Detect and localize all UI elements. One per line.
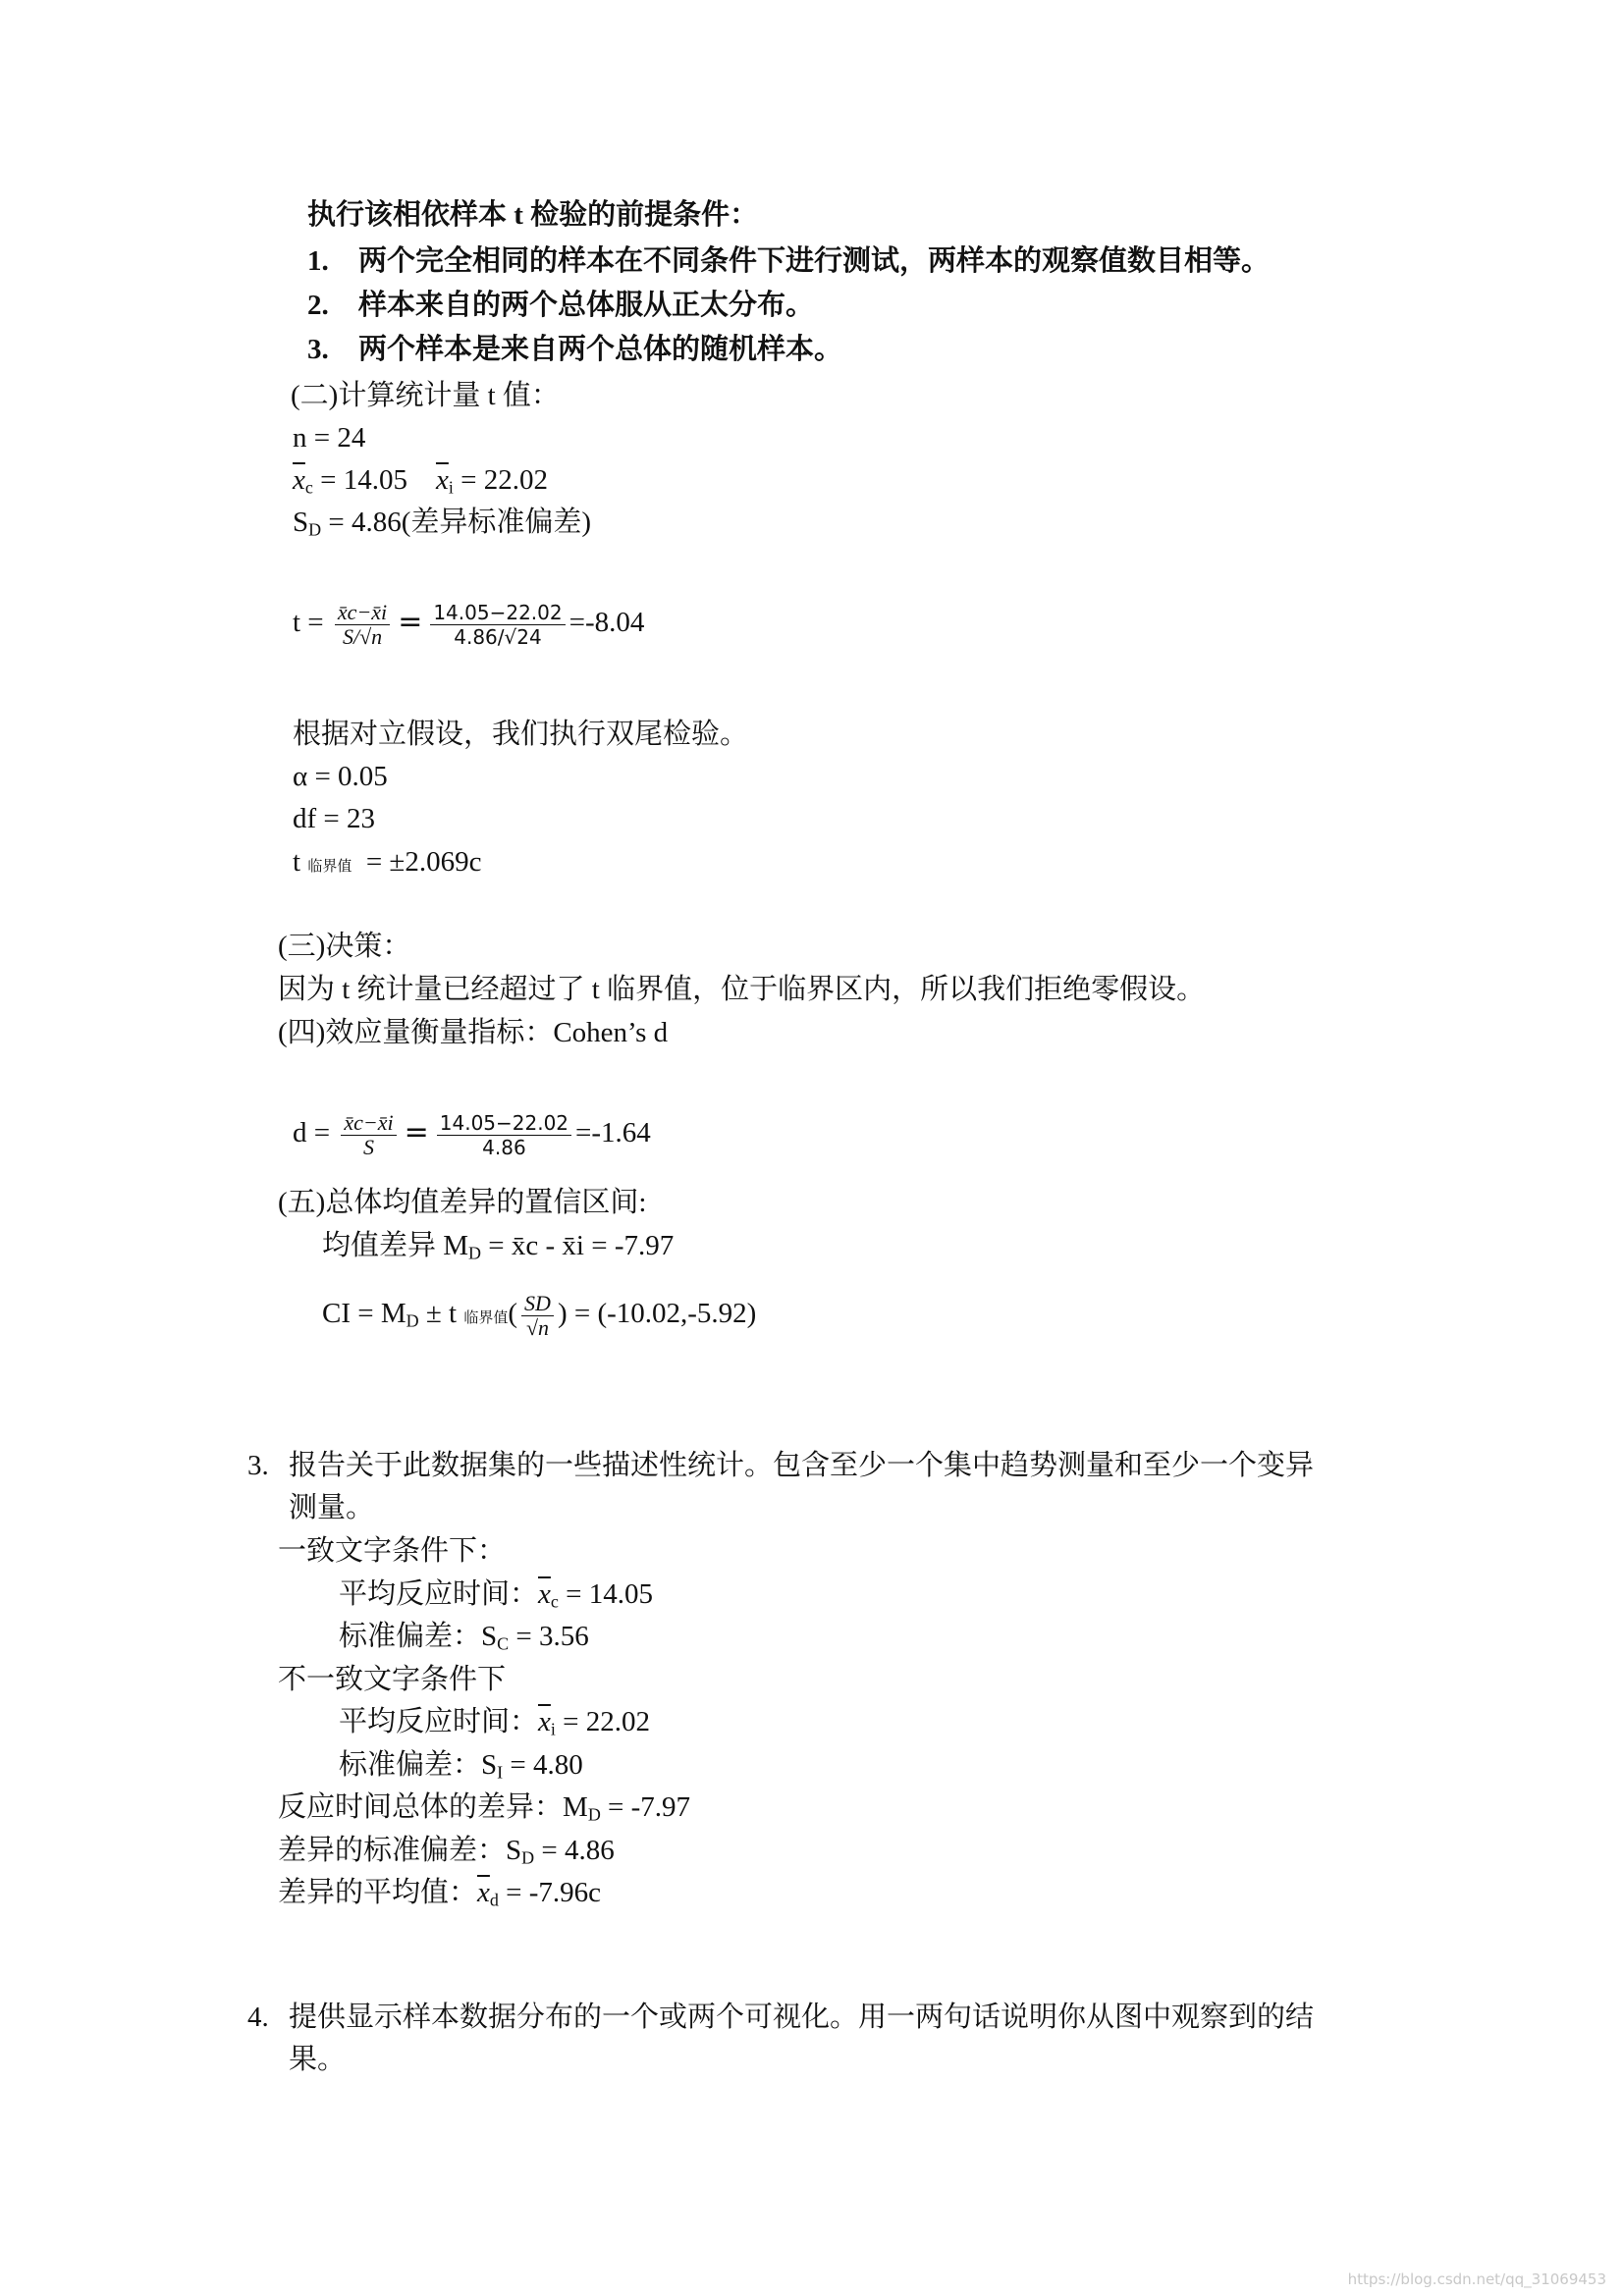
ci-line: CI = $M_D \pm t$ 临界值( $\frac{SD}{√n}$ ) = (-10.02,-5.92) — [322, 1291, 757, 1340]
prereq-item-3: 3. 两个样本是来自两个总体的随机样本。 — [307, 334, 843, 365]
ci-heading: (五)总体均值差异的置信区间: — [278, 1187, 647, 1218]
effect-heading: (四)效应量衡量指标：Cohen’s d — [278, 1017, 669, 1048]
xd-line: 差异的平均值：$\overline{x}_d = -7.96c$ — [278, 1877, 602, 1910]
means-line: $\overline{x}_c = 14.05$ $\overline{x}_i = 22.02$ — [293, 464, 548, 498]
cond-i-heading: 不一致文字条件下 — [278, 1664, 507, 1695]
n-line: n = 24 — [293, 422, 366, 454]
q4-line2: 果。 — [289, 2044, 347, 2075]
sdd-line: 差异的标准偏差：$S_D = 4.86$ — [278, 1835, 615, 1868]
md-line: 均值差异 $M_D$ = x̄c - x̄i = -7.97 — [322, 1230, 675, 1263]
mean-c-line: 平均反应时间：$\overline{x}_c = 14.05$ — [339, 1578, 653, 1612]
df-line: df = 23 — [293, 803, 376, 834]
q4-line1: 4. 提供显示样本数据分布的一个或两个可视化。用一两句话说明你从图中观察到的结 — [247, 2002, 1315, 2033]
d-formula: d = $\frac{x̄c-x̄i}{S}$ = $\frac{14.05-22.02}{4.86}$ =-1.64 — [293, 1110, 651, 1159]
cond-c-heading: 一致文字条件下： — [278, 1535, 507, 1567]
md-summary-line: 反应时间总体的差异：$M_D = -7.97$ — [278, 1791, 691, 1825]
watermark: https://blog.csdn.net/qq_31069453 — [1347, 2270, 1606, 2288]
sd-i-line: 标准偏差：$S_I = 4.80$ — [339, 1749, 583, 1783]
q3-line1: 3. 报告关于此数据集的一些描述性统计。包含至少一个集中趋势测量和至少一个变异 — [247, 1450, 1315, 1481]
mean-i-line: 平均反应时间：$\overline{x}_i = 22.02$ — [339, 1706, 650, 1739]
alpha-line: α = 0.05 — [293, 761, 388, 792]
sd-line: $S_D = 4.86$(差异标准偏差) — [293, 507, 592, 540]
t-formula: t = $\frac{x̄c-x̄i}{S/√n}$ = $\frac{14.05-22.02}{4.86/√24}$ =-8.04 — [293, 600, 645, 649]
tcrit-line: t 临界值 = ±2.069c — [293, 846, 482, 878]
sd-c-line: 标准偏差：$S_C = 3.56$ — [339, 1621, 589, 1654]
prereq-item-2: 2. 样本来自的两个总体服从正太分布。 — [307, 290, 815, 321]
prereq-item-1: 1. 两个完全相同的样本在不同条件下进行测试，两样本的观察值数目相等。 — [307, 245, 1271, 277]
decision-heading: (三)决策： — [278, 931, 411, 962]
tail-text: 根据对立假设，我们执行双尾检验。 — [293, 719, 749, 750]
q3-line2: 测量。 — [289, 1492, 375, 1523]
calc-heading: (二)计算统计量 t 值： — [291, 380, 560, 411]
prereq-heading: 执行该相依样本 t 检验的前提条件： — [307, 199, 759, 231]
decision-text: 因为 t 统计量已经超过了 t 临界值，位于临界区内，所以我们拒绝零假设。 — [278, 974, 1206, 1005]
